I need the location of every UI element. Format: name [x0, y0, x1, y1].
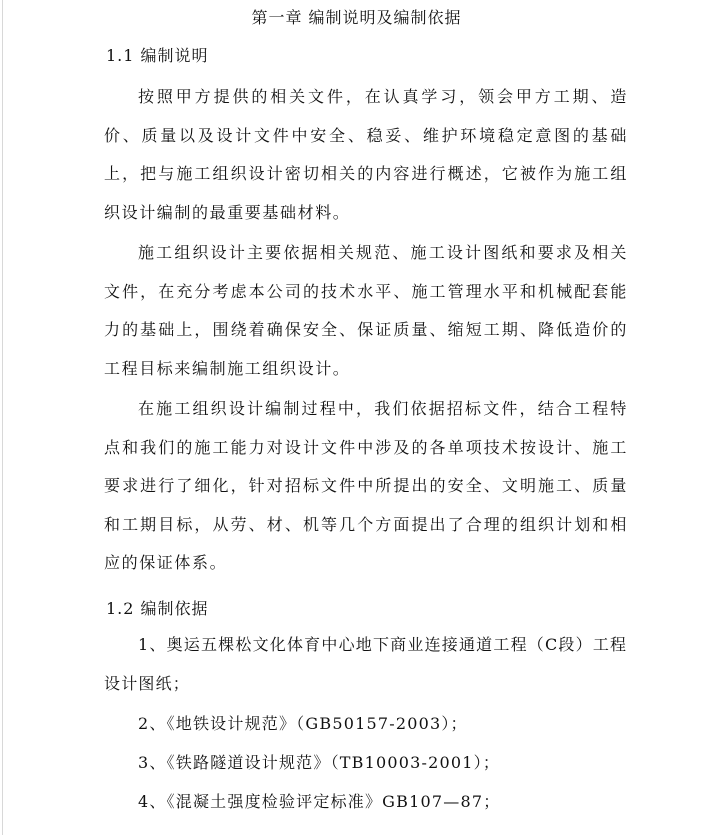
- basis-item-2: 2、《地铁设计规范》（GB50157-2003）；: [138, 714, 468, 733]
- page-edge-rule: [2, 0, 3, 835]
- chapter-title: 第一章 编制说明及编制依据: [251, 8, 462, 27]
- section-heading-1-1: 1.1 编制说明: [106, 46, 209, 65]
- paragraph-3: 在施工组织设计编制过程中，我们依据招标文件，结合工程特点和我们的施工能力对设计文件中涉及的各单项技术按设计、施工要求进行了细化，针对招标文件中所提出的安全、文明施工、质量和工期目标，从劳、材、机等几个方面提出了合理的组织计划和相应的保证体系。: [104, 399, 628, 572]
- basis-item-1: 1、奥运五棵松文化体育中心地下商业连接通道工程（C段）工程设计图纸；: [104, 635, 628, 693]
- section-heading-1-2: 1.2 编制依据: [106, 599, 209, 618]
- paragraph-2: 施工组织设计主要依据相关规范、施工设计图纸和要求及相关文件，在充分考虑本公司的技术水平、施工管理水平和机械配套能力的基础上，围绕着确保安全、保证质量、缩短工期、降低造价的工程目标来编制施工组织设计。: [104, 243, 628, 378]
- basis-item-4: 4、《混凝土强度检验评定标准》GB107—87；: [138, 792, 501, 811]
- basis-item-3: 3、《铁路隧道设计规范》（TB10003-2001）；: [138, 753, 501, 772]
- paragraph-1: 按照甲方提供的相关文件，在认真学习，领会甲方工期、造价、质量以及设计文件中安全、稳妥、维护环境稳定意图的基础上，把与施工组织设计密切相关的内容进行概述，它被作为施工组织设计编制的最重要基础材料。: [104, 87, 628, 222]
